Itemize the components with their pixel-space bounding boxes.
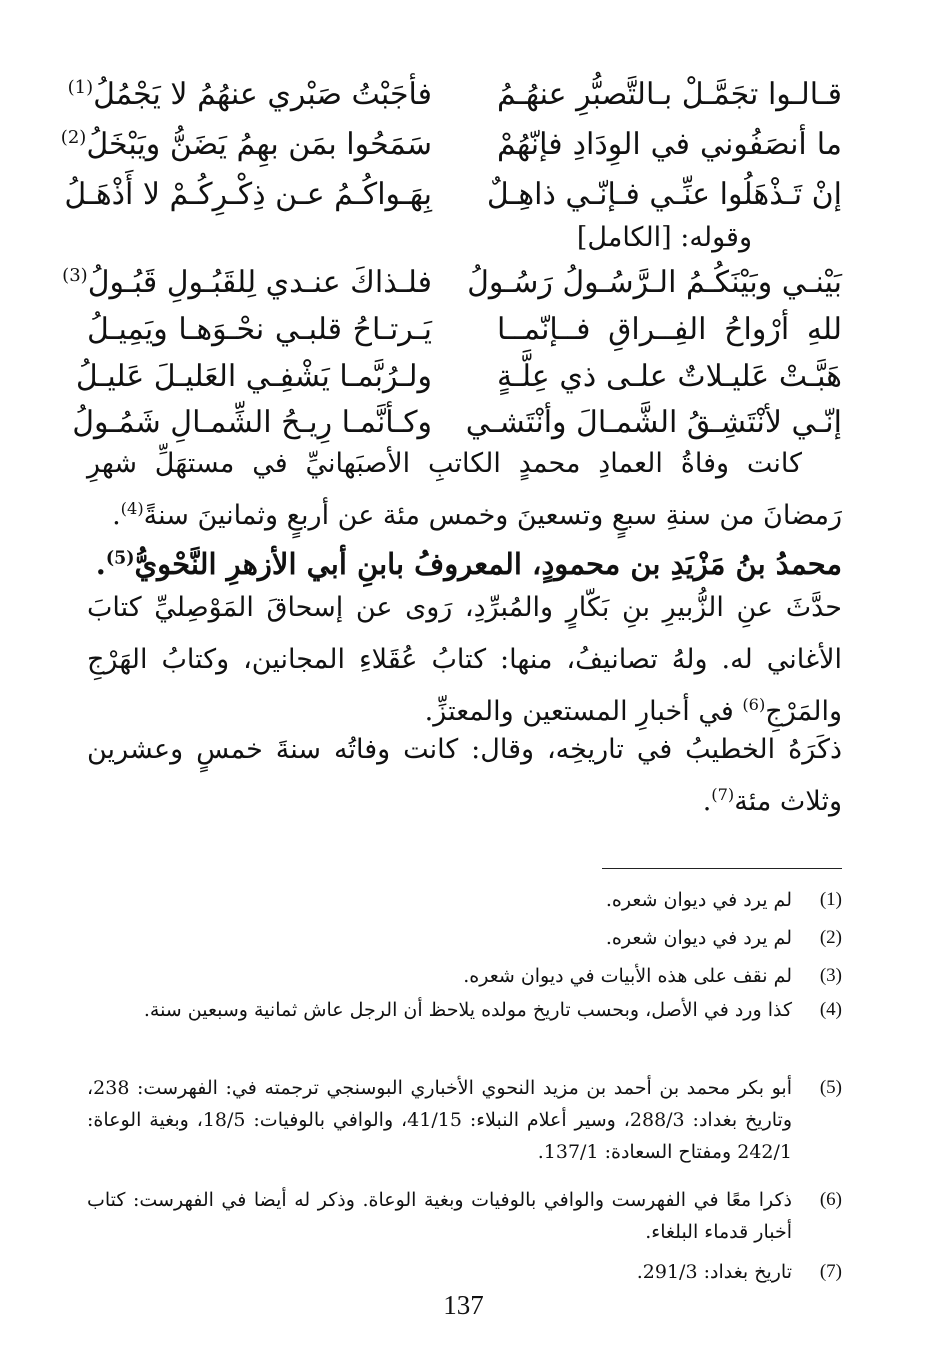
- footnote-number: (4): [819, 999, 842, 1020]
- footnote-number: (3): [819, 965, 842, 986]
- footnote-number: (6): [819, 1189, 842, 1210]
- footnote-text: ذكرا معًا في الفهرست والوافي بالوفيات وبغية الوعاة. وذكر له أيضا في الفهرست: كتاب أخبار قدماء البلغاء.: [87, 1189, 792, 1243]
- footnote: [87, 884, 842, 916]
- verse-line: [64, 170, 842, 220]
- footnote-ref: (2): [60, 127, 87, 148]
- verse-second-hemistich: وكـأنَّمـا رِيـحُ الشِّمـالِ شَمُـولُ: [72, 405, 432, 440]
- footnote-text: تاريخ بغداد: 291/3.: [636, 1261, 792, 1283]
- verse-line: [87, 305, 842, 355]
- verse-first-hemistich: إنْ تَـذْهَلُوا عنِّـي فـإنّـي ذاهِـلٌ: [486, 177, 842, 212]
- footnote-ref: (7): [711, 785, 735, 804]
- footnote-text: لم نقف على هذه الأبيات في ديوان شعره.: [463, 965, 792, 987]
- footnote-text: كذا ورد في الأصل، وبحسب تاريخ مولده يلاحظ أن الرجل عاش ثمانية وسبعين سنة.: [143, 999, 792, 1021]
- verse-line: [75, 352, 842, 402]
- entry-title: محمدُ بنُ مَزْيَدِ بن محمودٍ، المعروفُ بابنِ أبي الأزهرِ النَّحْويُّ$^{(5)}$.: [95, 547, 842, 581]
- entry-paragraph: ذكَرَهُ الخطيبُ في تاريخِه، وقال: كانت وفاتُه سنةَ خمسٍ وعشرين وثلاث مئة$^{(7)}$.: [87, 734, 842, 817]
- footnote-number: (5): [819, 1077, 842, 1098]
- footnote: [87, 1256, 842, 1288]
- footnote: [87, 1072, 842, 1168]
- verse-second-hemistich: ولـرُبَّمـا يَشْفِـي العَليـلَ عَليـلُ: [75, 359, 432, 394]
- footnote: [87, 922, 842, 954]
- verse-first-hemistich: قـالـوا تجَمَّـلْ بـالتَّصبُّرِ عنهُـمُ: [497, 77, 842, 112]
- footnote-separator: [602, 868, 842, 869]
- verse-second-hemistich: سَمَحُوا بمَن بهِمُ يَضَنُّ ويَبْخَلُ$^{(2)}$: [60, 127, 432, 162]
- footnote: [87, 960, 842, 992]
- verse-line: [62, 258, 842, 308]
- footnote-text: لم يرد في ديوان شعره.: [605, 927, 792, 949]
- verse-first-hemistich: هَبَّـتْ عَليـلاتٌ علـى ذي عِلَّـةٍ: [497, 359, 842, 394]
- verse-second-hemistich: فأجَبْتُ صَبْري عنهُمُ لا يَجْمُلُ$^{(1)}$: [67, 77, 432, 112]
- footnote: [87, 1184, 842, 1248]
- entry-paragraph: حدَّثَ عنِ الزُّبيرِ بنِ بَكّارٍ والمُبرِّدِ، رَوى عن إسحاقَ المَوْصِليِّ كتابَ الأغاني له. ولهُ تصانيفُ، منها: كتابُ عُقَلاءِ المجانين، وكتابُ الهَرْجِ والمَرْجِ$^{(6)}$ في أخبارِ المستعين والمعتزِّ.: [87, 592, 842, 727]
- footnote-number: (7): [819, 1261, 842, 1282]
- verse-second-hemistich: يَـرتـاحُ قلبـي نحْـوَهـا ويَمِيـلُ: [87, 312, 432, 347]
- footnote: [87, 994, 842, 1026]
- page-number: 137: [443, 1290, 484, 1320]
- verse-first-hemistich: ما أنصَفُوني في الوِدَادِ فإنّهُمْ: [497, 127, 842, 162]
- footnote-ref: (1): [67, 77, 94, 98]
- footnote-ref: (5): [105, 548, 135, 569]
- verse-first-hemistich: للهِ أرْواحُ الفِــراقِ فــإنّمــا: [497, 312, 842, 347]
- verse-line: [67, 70, 842, 120]
- verse-second-hemistich: فلـذاكَ عنـدي لِلقَبُـولِ قَبُـولُ$^{(3)}$: [62, 265, 432, 300]
- verse-second-hemistich: بِهَـواكُـمُ عـن ذِكْـرِكُـمْ لا أَذْهَـلُ: [64, 177, 432, 212]
- footnote-ref: (3): [62, 265, 88, 286]
- footnote-text: أبو بكر محمد بن أحمد بن مزيد النحوي الأخباري البوسنجي ترجمته في: الفهرست: 238، وتاريخ بغداد: 288/3، وسير أعلام النبلاء: 41/15، والوافي بالوفيات: 18/5، وبغية الوعاة: 242/1 ومفتاح السعادة: 137/1.: [87, 1077, 792, 1163]
- footnote-ref: (6): [742, 695, 766, 714]
- verse-first-hemistich: بَيْنـي وبَيْنَكُـمُ الـرَّسُـولُ رَسُـولُ: [467, 265, 842, 300]
- poem-intro: وقوله: [الكامل]: [576, 222, 752, 253]
- death-paragraph: كانت وفاةُ العمادِ محمدٍ الكاتبِ الأصبَهانيِّ في مستهَلِّ شهرِ رَمضانَ من سنةِ سبعٍ وتسعينَ وخمس مئة عن أربعٍ وثمانينَ سنةً$^{(4)}$.: [87, 448, 842, 531]
- footnote-text: لم يرد في ديوان شعره.: [605, 889, 792, 911]
- footnote-number: (1): [819, 889, 842, 910]
- verse-line: [60, 120, 842, 170]
- footnote-ref: (4): [120, 499, 144, 518]
- verse-first-hemistich: إنّـي لأنْتَشِـقُ الشَّمـالَ وأنْتَشـي: [465, 405, 842, 440]
- footnote-number: (2): [819, 927, 842, 948]
